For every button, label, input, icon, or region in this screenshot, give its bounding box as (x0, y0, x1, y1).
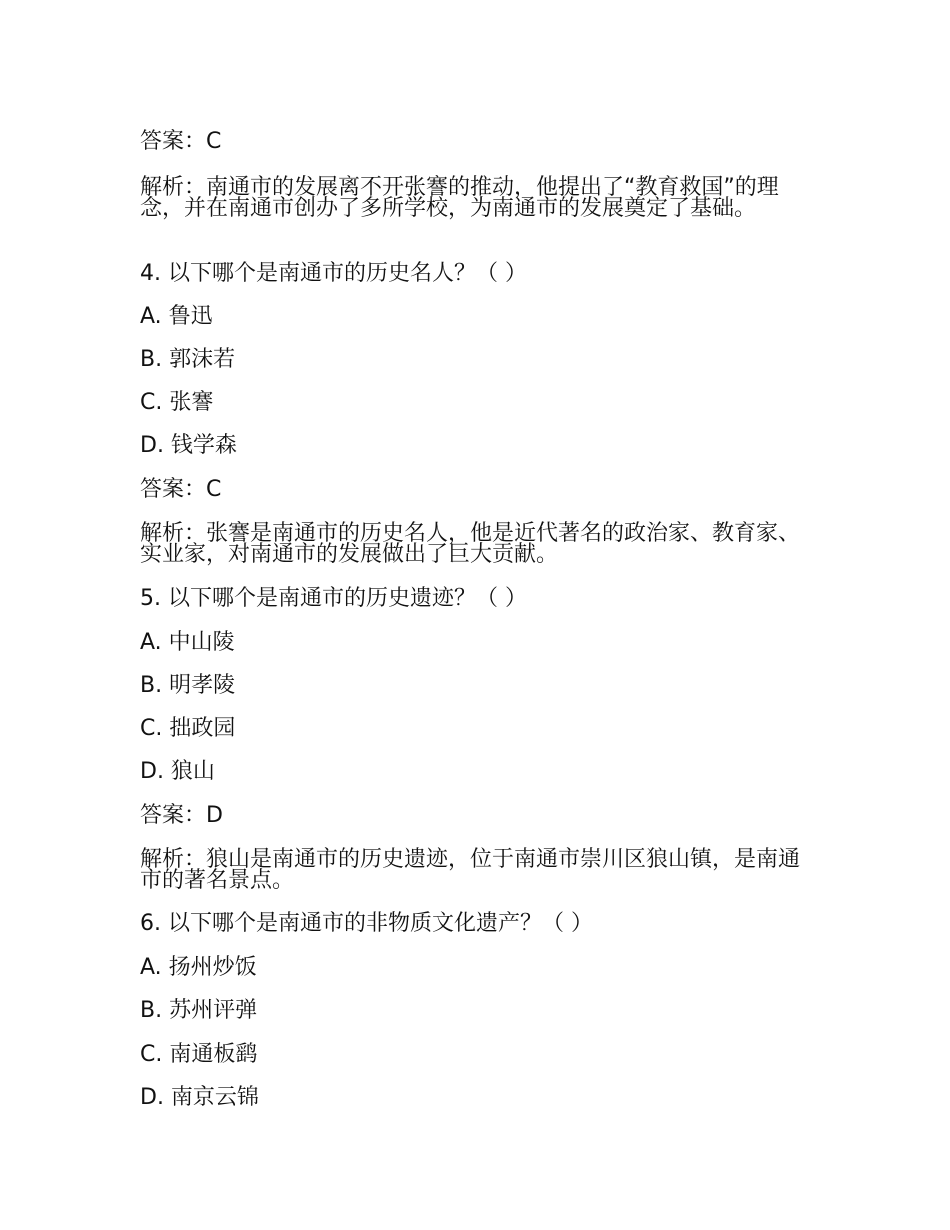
answer-line: 答案：C (140, 129, 222, 154)
option-b: B. 明孝陵 (140, 673, 236, 698)
option-c: C. 张謇 (140, 390, 214, 415)
option-a: A. 扬州炒饭 (140, 955, 257, 980)
explanation-paragraph: 解析：张謇是南通市的历史名人，他是近代著名的政治家、教育家、实业家，对南通市的发展做出了巨大贡献。 (140, 521, 801, 567)
option-a: A. 中山陵 (140, 630, 235, 655)
option-d: D. 钱学森 (140, 433, 237, 458)
option-c: C. 拙政园 (140, 716, 236, 741)
answer-line: 答案：D (140, 803, 223, 828)
option-c: C. 南通板鹞 (140, 1042, 258, 1067)
answer-line: 答案：C (140, 477, 222, 502)
option-d: D. 南京云锦 (140, 1085, 259, 1110)
explanation-paragraph: 解析：南通市的发展离不开张謇的推动，他提出了“教育救国”的理念，并在南通市创办了多所学校，为南通市的发展奠定了基础。 (140, 175, 779, 221)
option-b: B. 苏州评弹 (140, 998, 258, 1023)
question-6: 6. 以下哪个是南通市的非物质文化遗产？（ ） (140, 911, 593, 936)
option-d: D. 狼山 (140, 759, 215, 784)
explanation-paragraph: 解析：狼山是南通市的历史遗迹，位于南通市崇川区狼山镇，是南通市的著名景点。 (140, 847, 801, 893)
question-5: 5. 以下哪个是南通市的历史遗迹？（ ） (140, 586, 527, 611)
option-a: A. 鲁迅 (140, 304, 213, 329)
question-4: 4. 以下哪个是南通市的历史名人？（ ） (140, 261, 527, 286)
option-b: B. 郭沫若 (140, 347, 236, 372)
